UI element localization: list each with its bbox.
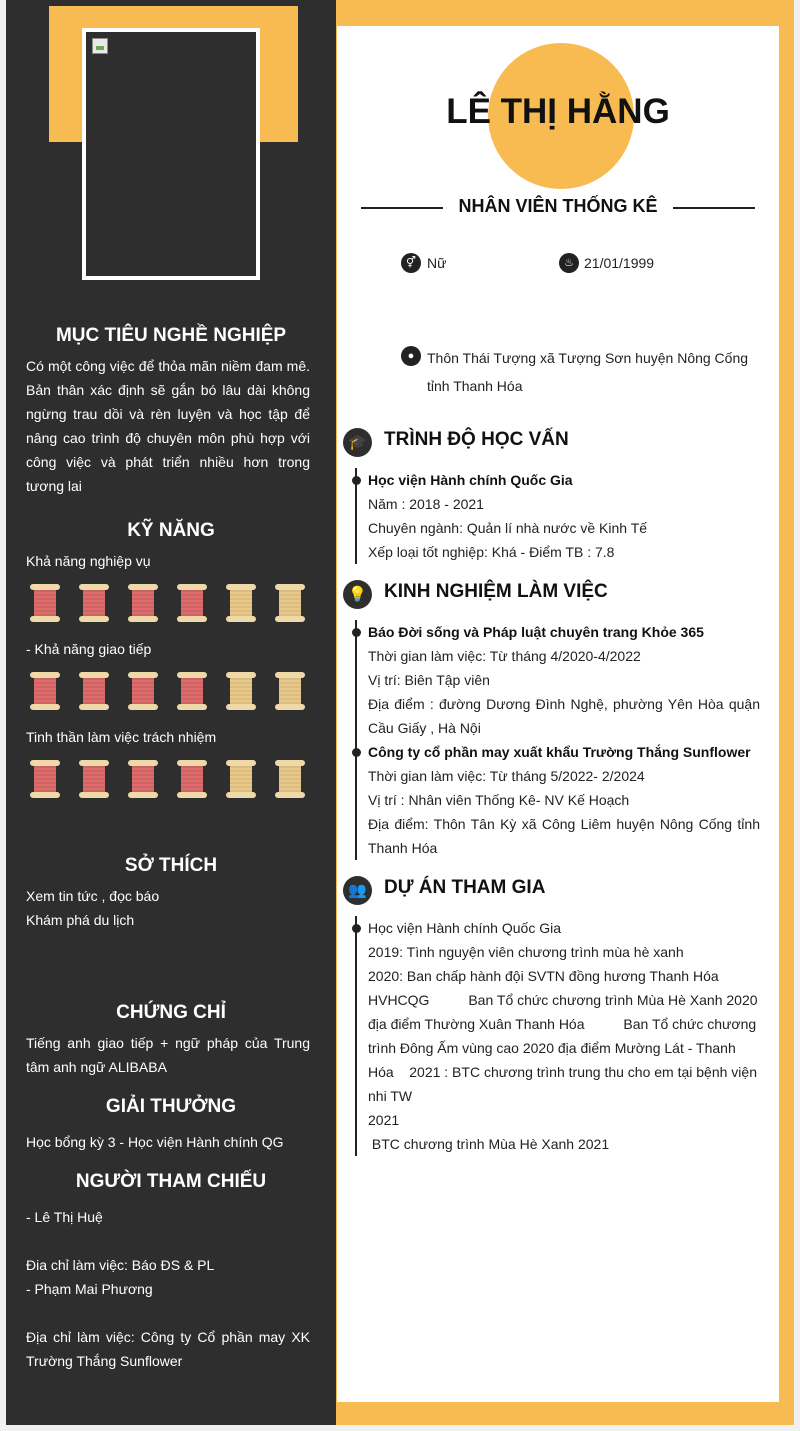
timeline-dot <box>352 628 361 637</box>
certificates-text: Tiếng anh giao tiếp + ngữ pháp của Trung tâm anh ngữ ALIBABA <box>26 1035 310 1075</box>
spool-empty-icon <box>275 672 305 710</box>
project-line: Học viện Hành chính Quốc Gia <box>368 920 561 936</box>
spool-filled-icon <box>177 760 207 798</box>
reference-line: - Phạm Mai Phương <box>26 1281 153 1297</box>
hobby-item: Xem tin tức , đọc báo <box>26 888 160 904</box>
skill-label: - Khả năng giao tiếp <box>26 641 152 657</box>
projects-heading: DỰ ÁN THAM GIA <box>384 877 546 898</box>
timeline-dot <box>352 476 361 485</box>
spool-filled-icon <box>177 584 207 622</box>
project-line: 2021 <box>368 1112 400 1128</box>
job-position: Vị trí : Nhân viên Thống Kê- NV Kế Hoạch <box>368 792 630 808</box>
birthdate-value: 21/01/1999 <box>584 255 655 271</box>
project-line: nhi TW <box>368 1088 413 1104</box>
spool-empty-icon <box>226 584 256 622</box>
skill-rating <box>30 584 320 624</box>
project-line: Hóa 2021 : BTC chương trình trung thu cho em tại bệnh viện <box>368 1064 757 1080</box>
group-icon: 👥 <box>343 876 372 905</box>
lightbulb-icon: 💡 <box>343 580 372 609</box>
spool-empty-icon <box>275 760 305 798</box>
spool-empty-icon <box>226 672 256 710</box>
education-heading: TRÌNH ĐỘ HỌC VẤN <box>384 429 569 450</box>
education-major: Chuyên ngành: Quản lí nhà nước về Kinh Tế <box>368 520 648 536</box>
job-location: Địa điểm: Thôn Tân Kỳ xã Công Liêm huyện Nông Cống tỉnh Thanh Hóa <box>368 816 760 856</box>
objective-text: Có một công việc để thỏa mãn niềm đam mê. Bản thân xác định sẽ gắn bó lâu dài không ngừng trau dồi và rèn luyện và học tập để nâng cao trình độ chuyên môn phù hợp với công việc và phát triển nhiều hơn trong tương lai <box>26 358 310 494</box>
spool-filled-icon <box>128 760 158 798</box>
job-time: Thời gian làm việc: Từ tháng 4/2020-4/2022 <box>368 648 641 664</box>
job-company: Báo Đời sống và Pháp luật chuyên trang Khỏe 365 <box>368 624 704 640</box>
job-location: Địa điểm : đường Dương Đình Nghệ, phường Yên Hòa quận Cầu Giấy , Hà Nội <box>368 696 760 736</box>
spool-filled-icon <box>79 672 109 710</box>
project-line: 2019: Tình nguyện viên chương trình mùa hè xanh <box>368 944 684 960</box>
spool-empty-icon <box>226 760 256 798</box>
spool-filled-icon <box>128 584 158 622</box>
job-time: Thời gian làm việc: Từ tháng 5/2022- 2/2024 <box>368 768 645 784</box>
spool-filled-icon <box>79 584 109 622</box>
location-pin-icon: ● <box>401 346 421 366</box>
spool-filled-icon <box>30 760 60 798</box>
project-line: BTC chương trình Mùa Hè Xanh 2021 <box>368 1136 610 1152</box>
reference-line: Đia chỉ làm việc: Báo ĐS & PL <box>26 1257 215 1273</box>
project-line: trình Đông Ấm vùng cao 2020 địa điểm Mường Lát - Thanh <box>368 1040 736 1056</box>
project-line: 2020: Ban chấp hành đội SVTN đồng hương Thanh Hóa <box>368 968 719 984</box>
skill-rating <box>30 672 320 712</box>
candidate-name: LÊ THỊ HẰNG <box>446 92 670 131</box>
job-title: NHÂN VIÊN THỐNG KÊ <box>458 196 658 216</box>
hobbies-heading: SỞ THÍCH <box>124 855 218 876</box>
projects-timeline <box>355 916 357 1156</box>
birthday-cake-icon: ♨ <box>559 253 579 273</box>
experience-timeline <box>355 620 357 860</box>
hobby-item: Khám phá du lịch <box>26 912 135 928</box>
skill-rating <box>30 760 320 800</box>
skill-label: Tinh thần làm việc trách nhiệm <box>26 729 217 745</box>
job-company: Công ty cổ phần may xuất khẩu Trường Thắng Sunflower <box>368 744 751 760</box>
project-line: địa điểm Thường Xuân Thanh Hóa Ban Tổ chức chương <box>368 1016 757 1032</box>
skills-heading: KỸ NĂNG <box>127 520 215 541</box>
spool-filled-icon <box>128 672 158 710</box>
education-school: Học viện Hành chính Quốc Gia <box>368 472 573 488</box>
project-line: HVHCQG Ban Tổ chức chương trình Mùa Hè Xanh 2020 <box>368 992 758 1008</box>
reference-line: - Lê Thị Huệ <box>26 1209 103 1225</box>
education-grade: Xếp loại tốt nghiệp: Khá - Điểm TB : 7.8 <box>368 544 615 560</box>
profile-photo <box>82 28 260 280</box>
experience-heading: KINH NGHIỆM LÀM VIỆC <box>384 581 608 602</box>
gender-value: Nữ <box>427 255 447 271</box>
education-years: Năm : 2018 - 2021 <box>368 496 484 512</box>
spool-filled-icon <box>30 672 60 710</box>
certificates-heading: CHỨNG CHỈ <box>116 1002 226 1023</box>
spool-empty-icon <box>275 584 305 622</box>
awards-text: Học bổng kỳ 3 - Học viện Hành chính QG <box>26 1134 284 1150</box>
skill-label: Khả năng nghiệp vụ <box>26 553 151 569</box>
timeline-dot <box>352 748 361 757</box>
job-position: Vị trí: Biên Tập viên <box>368 672 490 688</box>
timeline-dot <box>352 924 361 933</box>
awards-heading: GIẢI THƯỞNG <box>105 1096 237 1117</box>
spool-filled-icon <box>177 672 207 710</box>
spool-filled-icon <box>79 760 109 798</box>
broken-image-icon <box>92 38 108 54</box>
objective-heading: MỤC TIÊU NGHỀ NGHIỆP <box>55 325 287 346</box>
spool-filled-icon <box>30 584 60 622</box>
reference-line: Địa chỉ làm việc: Công ty Cổ phần may XK Trường Thắng Sunflower <box>26 1329 310 1369</box>
address-value: Thôn Thái Tượng xã Tượng Sơn huyện Nông Cống tỉnh Thanh Hóa <box>427 350 749 394</box>
graduation-cap-icon: 🎓 <box>343 428 372 457</box>
gender-icon: ⚥ <box>401 253 421 273</box>
references-heading: NGƯỜI THAM CHIẾU <box>75 1171 267 1192</box>
